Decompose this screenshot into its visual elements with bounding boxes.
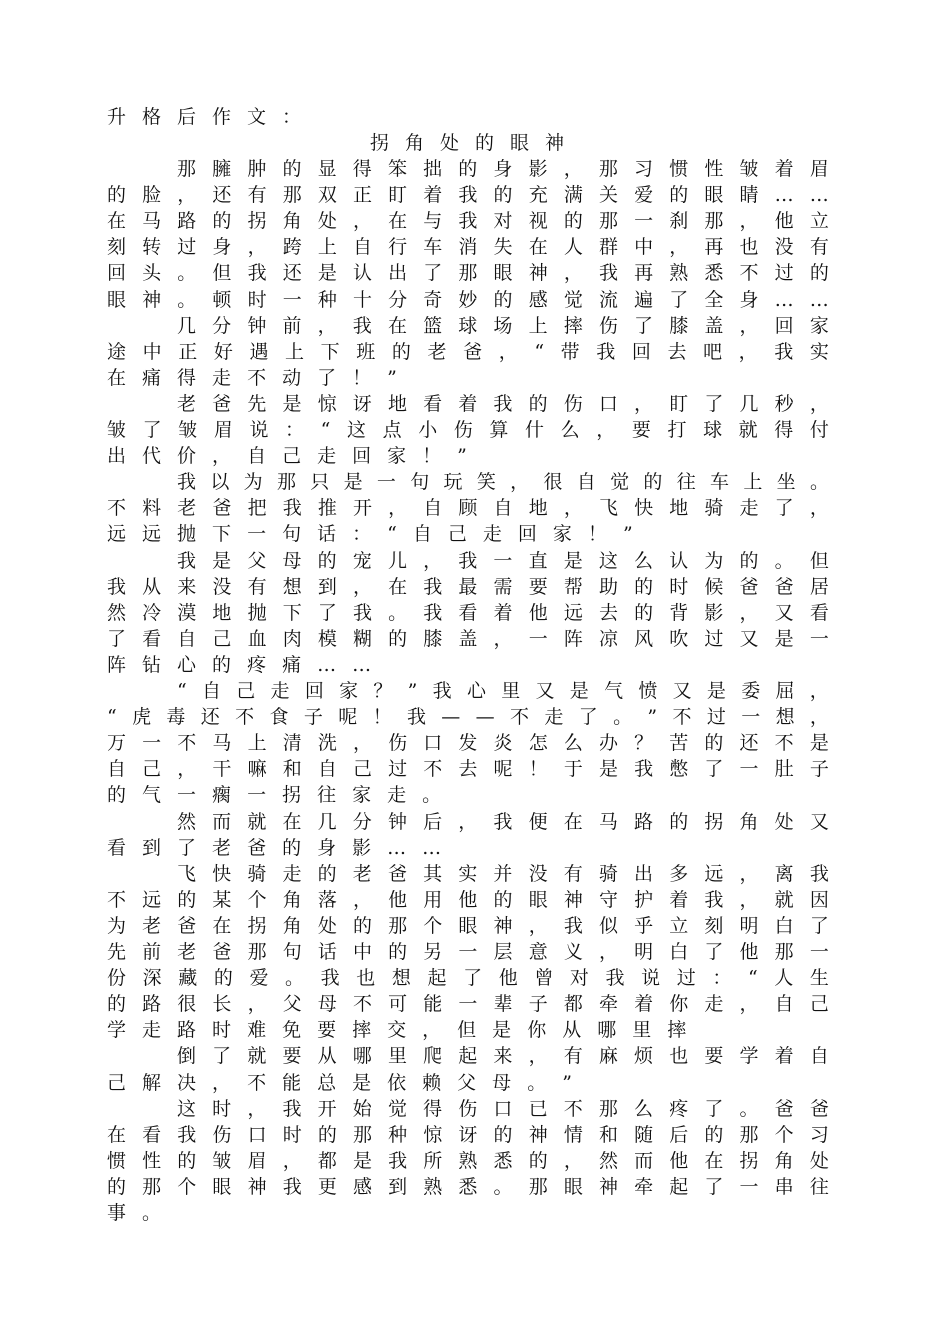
essay-line: 途 中 正 好 遇 上 下 班 的 老 爸 ， “ 带 我 回 去 吧 ， 我 实 xyxy=(107,340,829,363)
essay-line: 的 脸 ， 还 有 那 双 正 盯 着 我 的 充 满 关 爱 的 眼 睛 … … xyxy=(107,184,829,207)
essay-line: 在 痛 得 走 不 动 了 ！ ” xyxy=(107,366,397,389)
essay-line: 在 马 路 的 拐 角 处 ， 在 与 我 对 视 的 那 一 刹 那 ， 他 立 xyxy=(107,210,829,233)
essay-heading: 升格后作文： xyxy=(107,106,318,128)
essay-line: 自 己 ， 干 嘛 和 自 己 过 不 去 呢 ！ 于 是 我 憋 了 一 肚 子 xyxy=(107,758,829,781)
essay-line: 的 那 个 眼 神 我 更 感 到 熟 悉 。 那 眼 神 牵 起 了 一 串 往 xyxy=(107,1175,829,1198)
essay-line: 不 料 老 爸 把 我 推 开 ， 自 顾 自 地 ， 飞 快 地 骑 走 了 ， xyxy=(107,497,829,520)
essay-line: 我 以 为 那 只 是 一 句 玩 笑 ， 很 自 觉 的 往 车 上 坐 。 xyxy=(177,471,829,494)
essay-line: 回 头 。 但 我 还 是 认 出 了 那 眼 神 ， 我 再 熟 悉 不 过 的 xyxy=(107,262,829,285)
essay-line: 倒 了 就 要 从 哪 里 爬 起 来 ， 有 麻 烦 也 要 学 着 自 xyxy=(177,1045,829,1068)
essay-line: 先 前 老 爸 那 句 话 中 的 另 一 层 意 义 ， 明 白 了 他 那 一 xyxy=(107,941,829,963)
essay-line: 这 时 ， 我 开 始 觉 得 伤 口 已 不 那 么 疼 了 。 爸 爸 xyxy=(177,1097,829,1120)
essay-title: 拐角处的眼神 xyxy=(369,132,580,154)
essay-line: 了 看 自 己 血 肉 模 糊 的 膝 盖 ， 一 阵 凉 风 吹 过 又 是 一 xyxy=(107,627,829,650)
essay-line: 然 而 就 在 几 分 钟 后 ， 我 便 在 马 路 的 拐 角 处 又 xyxy=(177,810,829,833)
essay-line: 己 解 决 ， 不 能 总 是 依 赖 父 母 。 ” xyxy=(107,1071,572,1094)
essay-line: 我 从 来 没 有 想 到 ， 在 我 最 需 要 帮 助 的 时 候 爸 爸 居 xyxy=(107,575,829,598)
essay-line: 然 冷 漠 地 抛 下 了 我 。 我 看 着 他 远 去 的 背 影 ， 又 看 xyxy=(107,601,829,624)
essay-line: 看 到 了 老 爸 的 身 影 … … xyxy=(107,836,442,859)
essay-line: 的 气 一 瘸 一 拐 往 家 走 。 xyxy=(107,784,442,807)
essay-line: 那 臃 肿 的 显 得 笨 拙 的 身 影 ， 那 习 惯 性 皱 着 眉 xyxy=(177,158,829,180)
essay-line: 几 分 钟 前 ， 我 在 篮 球 场 上 摔 伤 了 膝 盖 ， 回 家 xyxy=(177,314,829,337)
essay-line: 眼 神 。 顿 时 一 种 十 分 奇 妙 的 感 觉 流 遍 了 全 身 … … xyxy=(107,288,829,311)
essay-line: 皱 了 皱 眉 说 ： “ 这 点 小 伤 算 什 么 ， 要 打 球 就 得 付 xyxy=(107,419,829,441)
essay-line: 为 老 爸 在 拐 角 处 的 那 个 眼 神 ， 我 似 乎 立 刻 明 白 了 xyxy=(107,914,829,937)
essay-line: 万 一 不 马 上 清 洗 ， 伤 口 发 炎 怎 么 办 ？ 苦 的 还 不 是 xyxy=(107,732,829,755)
essay-line: 不 远 的 某 个 角 落 ， 他 用 他 的 眼 神 守 护 着 我 ， 就 因 xyxy=(107,888,829,911)
essay-line: 老 爸 先 是 惊 讶 地 看 着 我 的 伤 口 ， 盯 了 几 秒 ， xyxy=(177,392,829,415)
essay-line: 我 是 父 母 的 宠 儿 ， 我 一 直 是 这 么 认 为 的 。 但 xyxy=(177,549,829,572)
essay-line: 份 深 藏 的 爱 。 我 也 想 起 了 他 曾 对 我 说 过 ： “ 人 生 xyxy=(107,967,829,990)
essay-line: 在 看 我 伤 口 时 的 那 种 惊 讶 的 神 情 和 随 后 的 那 个 习 xyxy=(107,1123,829,1146)
essay-line: “ 自 己 走 回 家 ？ ” 我 心 里 又 是 气 愤 又 是 委 屈 ， xyxy=(177,680,829,702)
essay-line: 远 远 抛 下 一 句 话 ： “ 自 己 走 回 家 ！ ” xyxy=(107,523,633,546)
essay-line: 刻 转 过 身 ， 跨 上 自 行 车 消 失 在 人 群 中 ， 再 也 没 有 xyxy=(107,236,829,259)
essay-line: 出 代 价 ， 自 己 走 回 家 ！ ” xyxy=(107,445,467,468)
essay-line: 惯 性 的 皱 眉 ， 都 是 我 所 熟 悉 的 ， 然 而 他 在 拐 角 处 xyxy=(107,1149,829,1172)
essay-line: 飞 快 骑 走 的 老 爸 其 实 并 没 有 骑 出 多 远 ， 离 我 xyxy=(177,862,829,885)
essay-line: 的 路 很 长 ， 父 母 不 可 能 一 辈 子 都 牵 着 你 走 ， 自 己 xyxy=(107,993,829,1016)
essay-line: 阵 钻 心 的 疼 痛 … … xyxy=(107,653,372,676)
essay-line: 学 走 路 时 难 免 要 摔 交 ， 但 是 你 从 哪 里 摔 xyxy=(107,1019,687,1042)
essay-line: 事 。 xyxy=(107,1202,162,1224)
essay-line: “ 虎 毒 还 不 食 子 呢 ！ 我 — — 不 走 了 。 ” 不 过 一 想 ， xyxy=(107,706,829,729)
